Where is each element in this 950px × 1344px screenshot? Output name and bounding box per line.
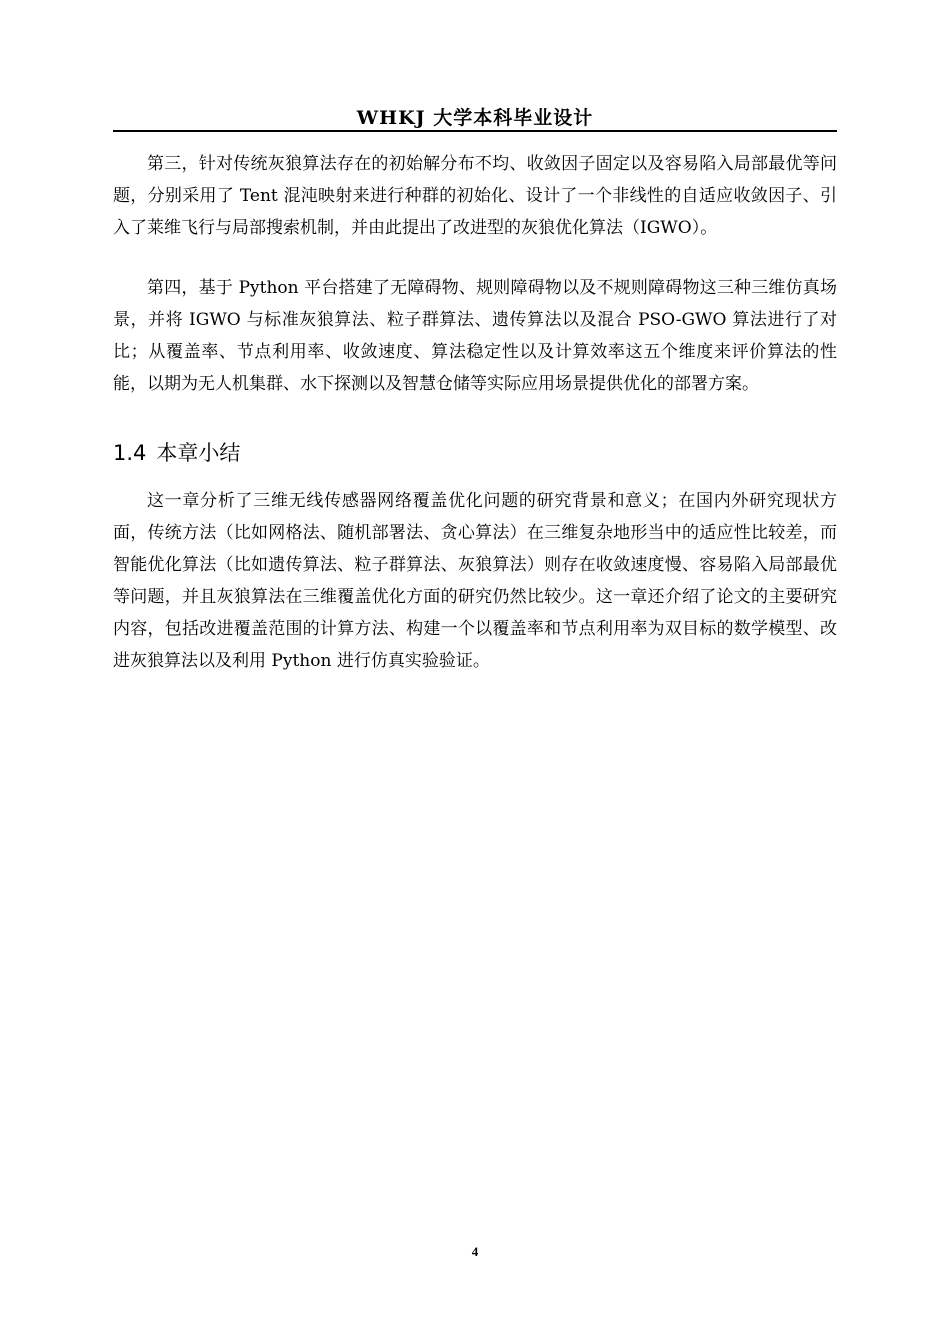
body-paragraph: 第四，基于 Python 平台搭建了无障碍物、规则障碍物以及不规则障碍物这三种三维仿真场景，并将 IGWO 与标准灰狼算法、粒子群算法、遗传算法以及混合 PSO-GWO 算法进行了对比；从覆盖率、节点利用率、收敛速度、算法稳定性以及计算效率这五个维度来评价算法的性能，以期为无人机集群、水下探测以及智慧仓储等实际应用场景提供优化的部署方案。 bbox=[113, 278, 837, 394]
page-header-title: WHKJ 大学本科毕业设计 bbox=[356, 107, 594, 129]
section-number: 1.4 bbox=[113, 441, 147, 465]
section-heading bbox=[113, 437, 240, 469]
page-number: 4 bbox=[471, 1244, 479, 1259]
summary-paragraph: 这一章分析了三维无线传感器网络覆盖优化问题的研究背景和意义；在国内外研究现状方面，传统方法（比如网格法、随机部署法、贪心算法）在三维复杂地形当中的适应性比较差，而智能优化算法（比如遗传算法、粒子群算法、灰狼算法）则存在收敛速度慢、容易陷入局部最优等问题，并且灰狼算法在三维覆盖优化方面的研究仍然比较少。这一章还介绍了论文的主要研究内容，包括改进覆盖范围的计算方法、构建一个以覆盖率和节点利用率为双目标的数学模型、改进灰狼算法以及利用 Python 进行仿真实验验证。 bbox=[113, 491, 837, 671]
body-paragraph: 第三，针对传统灰狼算法存在的初始解分布不均、收敛因子固定以及容易陷入局部最优等问题，分别采用了 Tent 混沌映射来进行种群的初始化、设计了一个非线性的自适应收敛因子、引入了莱维飞行与局部搜索机制，并由此提出了改进型的灰狼优化算法（IGWO）。 bbox=[113, 154, 837, 238]
section-title: 本章小结 bbox=[156, 441, 241, 465]
header-divider bbox=[113, 130, 837, 132]
